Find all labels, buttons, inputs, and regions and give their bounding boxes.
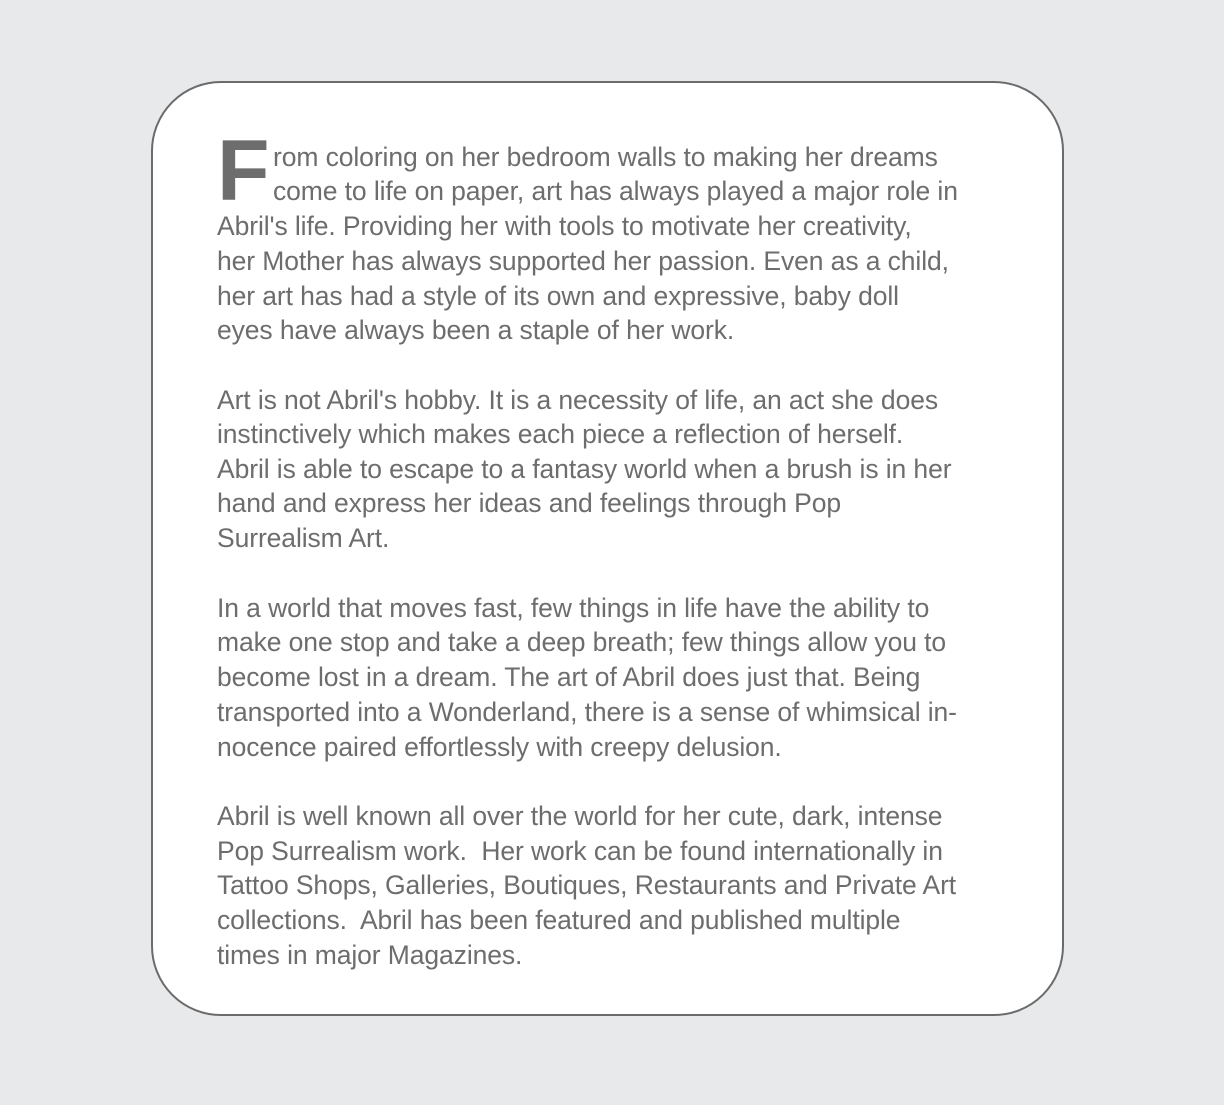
paragraph-3-line-1: In a world that moves fast, few things in life have the ability to [217,593,930,623]
paragraph-4-line-4: collections. Abril has been featured and published multiple [217,905,901,935]
paragraph-1-line-3: Abril's life. Providing her with tools to motivate her creativity, [217,211,912,241]
paragraph-2-line-2: instinctively which makes each piece a reflection of herself. [217,419,904,449]
paragraph-4-line-5: times in major Magazines. [217,940,523,970]
paragraph-3-line-2: make one stop and take a deep breath; few things allow you to [217,627,947,657]
paragraph-1-line-5: her art has had a style of its own and expressive, baby doll [217,281,899,311]
paragraph-1-line-1: rom coloring on her bedroom walls to making her dreams [273,142,938,172]
paragraph-1-line-2: come to life on paper, art has always played a major role in [273,176,958,206]
paragraph-3-line-4: transported into a Wonderland, there is a sense of whimsical in- [217,697,957,727]
paragraph-2-line-5: Surrealism Art. [217,523,390,553]
paragraph-1-line-6: eyes have always been a staple of her work. [217,315,735,345]
paragraph-4-line-3: Tattoo Shops, Galleries, Boutiques, Restaurants and Private Art [217,870,957,900]
paragraph-4-line-1: Abril is well known all over the world for her cute, dark, intense [217,801,943,831]
paragraph-2-line-3: Abril is able to escape to a fantasy world when a brush is in her [217,454,952,484]
paragraph-2-line-1: Art is not Abril's hobby. It is a necessity of life, an act she does [217,385,938,415]
paragraph-2-line-4: hand and express her ideas and feelings through Pop [217,488,841,518]
drop-cap: F [217,123,270,219]
paragraph-3-line-3: become lost in a dream. The art of Abril does just that. Being [217,662,921,692]
paragraph-3-line-5: nocence paired effortlessly with creepy delusion. [217,732,782,762]
paragraph-4-line-2: Pop Surrealism work. Her work can be found internationally in [217,836,943,866]
paragraph-1-line-4: her Mother has always supported her passion. Even as a child, [217,246,949,276]
